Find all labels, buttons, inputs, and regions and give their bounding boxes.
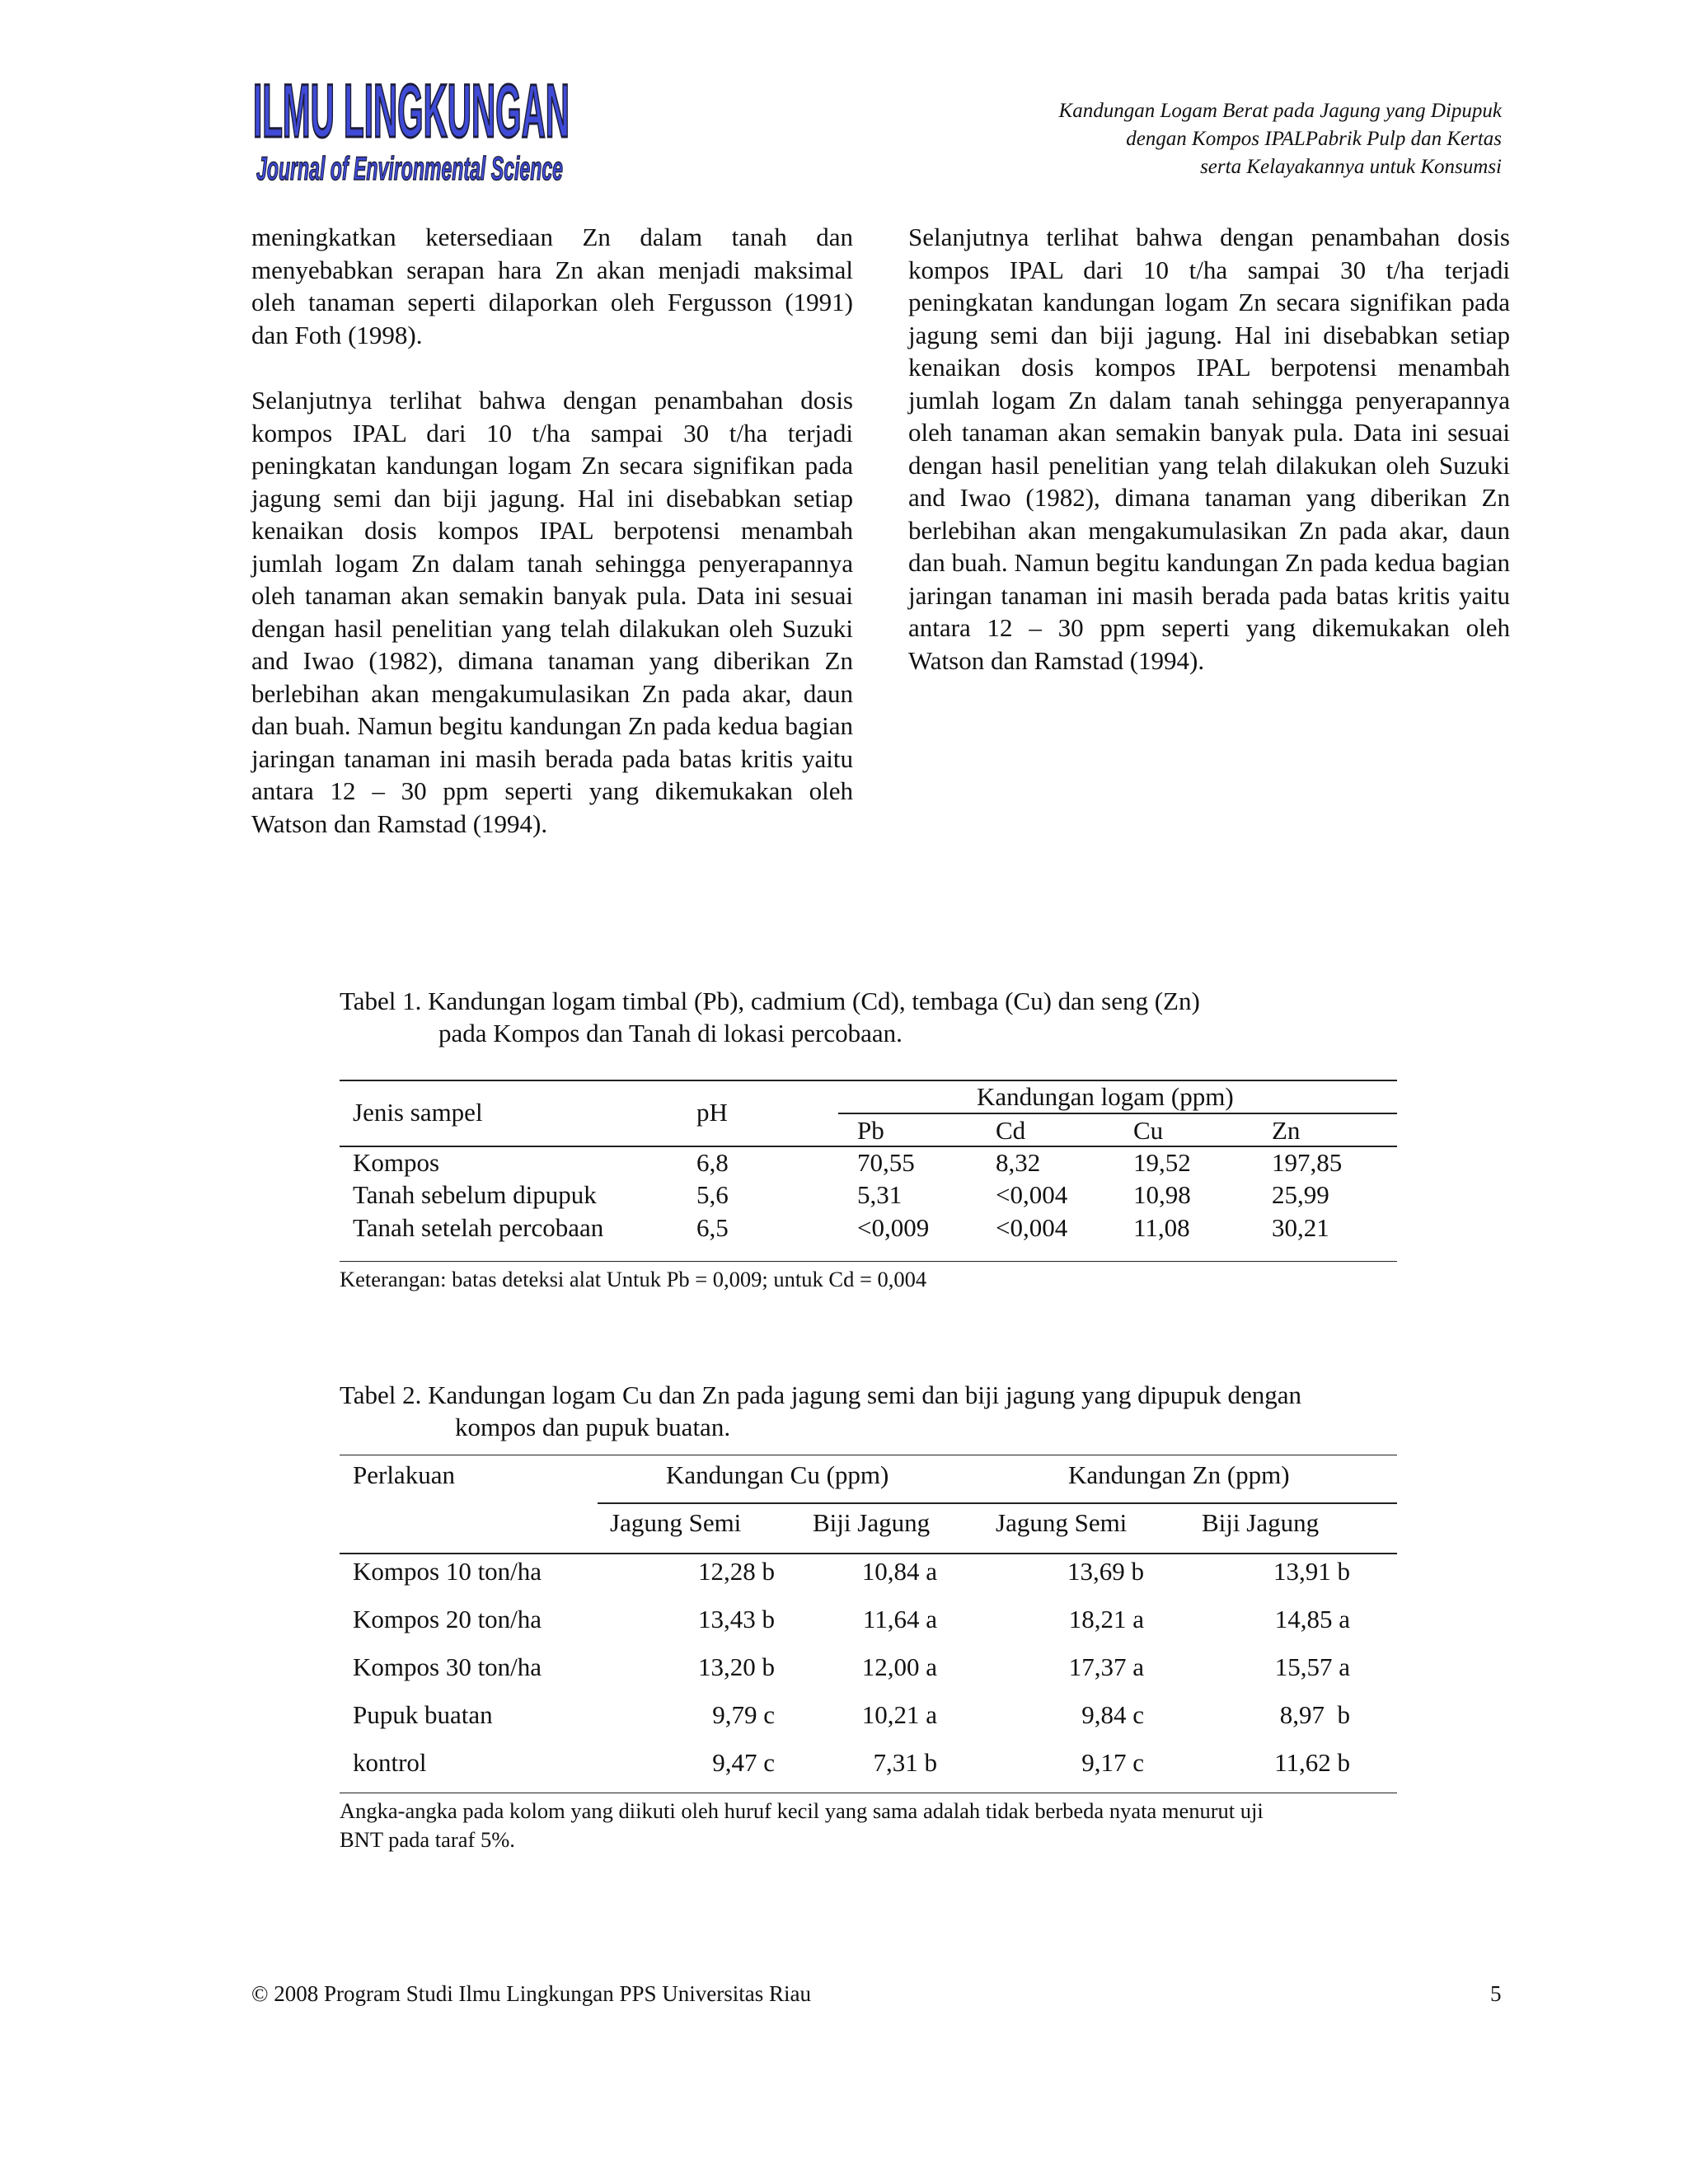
logo-main-text: ILMU LINGKUNGAN xyxy=(253,69,570,153)
table2-header-rule xyxy=(340,1553,1397,1554)
table2-note-line1: Angka-angka pada kolom yang diikuti oleh huruf kecil yang sama adalah tidak berbeda nyata menurut uji xyxy=(340,1798,1264,1823)
table2-cell-cu-semi: 12,28 b xyxy=(698,1557,775,1586)
table2-header-zn: Kandungan Zn (ppm) xyxy=(1068,1460,1290,1489)
table2-cell-zn-biji: 11,62 b xyxy=(1274,1748,1350,1777)
table2-cell-cu-semi: 13,43 b xyxy=(698,1605,775,1633)
table1-cell-zn: 197,85 xyxy=(1272,1148,1343,1177)
page-number: 5 xyxy=(1490,1981,1502,2006)
table1-note: Keterangan: batas deteksi alat Untuk Pb = 0,009; untuk Cd = 0,004 xyxy=(340,1267,927,1291)
table2-header-cu: Kandungan Cu (ppm) xyxy=(666,1460,889,1489)
table2-caption xyxy=(340,1379,1301,1443)
table2-cell-treatment: Kompos 20 ton/ha xyxy=(353,1605,542,1633)
table2-cell-cu-biji: 11,64 a xyxy=(862,1605,937,1633)
table1-cell-cd: <0,004 xyxy=(996,1180,1068,1209)
table2-note xyxy=(340,1797,1423,1854)
table1-cell-sample: Tanah sebelum dipupuk xyxy=(353,1180,597,1209)
table2-cell-zn-semi: 18,21 a xyxy=(1068,1605,1144,1633)
table2-cell-treatment: kontrol xyxy=(353,1748,427,1777)
table1-cell-cd: 8,32 xyxy=(996,1148,1041,1177)
table1-cell-sample: Kompos xyxy=(353,1148,440,1177)
running-title-line: dengan Kompos IPALPabrik Pulp dan Kertas xyxy=(1126,128,1502,150)
body-column-left xyxy=(251,221,853,873)
table1-cell-pb: <0,009 xyxy=(857,1213,930,1242)
table1-header-metal: Cd xyxy=(996,1116,1026,1145)
table1-header-rule xyxy=(340,1146,1397,1147)
table1-cell-cu: 11,08 xyxy=(1133,1213,1190,1242)
table1-caption xyxy=(340,985,1200,1049)
table1-header-metal: Pb xyxy=(857,1116,884,1145)
table2-cell-cu-semi: 13,20 b xyxy=(698,1652,775,1681)
table2-cell-cu-biji: 12,00 a xyxy=(861,1652,937,1681)
table1-cell-ph: 6,8 xyxy=(696,1148,729,1177)
table1-group-rule xyxy=(838,1113,1397,1114)
table2-subheader: Jagung Semi xyxy=(610,1508,742,1537)
table1-caption-line2: pada Kompos dan Tanah di lokasi percobaan. xyxy=(438,1019,903,1047)
table2-cell-zn-biji: 13,91 b xyxy=(1273,1557,1350,1586)
journal-logo xyxy=(251,54,573,193)
journal-logo-image xyxy=(251,54,573,193)
table1-cell-zn: 25,99 xyxy=(1272,1180,1329,1209)
body-column-right xyxy=(908,221,1510,710)
table2-cell-zn-semi: 9,17 c xyxy=(1081,1748,1144,1777)
table2-cell-zn-biji: 8,97 b xyxy=(1279,1700,1350,1729)
table1-cell-zn: 30,21 xyxy=(1272,1213,1329,1242)
table2-cell-cu-biji: 10,84 a xyxy=(861,1557,937,1586)
table1-header-metal: Cu xyxy=(1133,1116,1164,1145)
logo-sub-text: Journal of Environmental Science xyxy=(256,151,563,187)
table2-cell-zn-semi: 17,37 a xyxy=(1068,1652,1144,1681)
table1-cell-cu: 10,98 xyxy=(1133,1180,1191,1209)
table2-cell-cu-semi: 9,47 c xyxy=(712,1748,775,1777)
table1-cell-pb: 70,55 xyxy=(857,1148,915,1177)
table2-note-line2: BNT pada taraf 5%. xyxy=(340,1827,515,1852)
table1-header-sample: Jenis sampel xyxy=(353,1098,483,1127)
table1-header-group: Kandungan logam (ppm) xyxy=(977,1082,1234,1111)
table2-cell-zn-semi: 13,69 b xyxy=(1067,1557,1144,1586)
running-title xyxy=(1059,97,1502,181)
table2-header-treatment: Perlakuan xyxy=(353,1460,455,1489)
table2-cell-cu-biji: 10,21 a xyxy=(861,1700,937,1729)
table2-caption-line1: Tabel 2. Kandungan logam Cu dan Zn pada jagung semi dan biji jagung yang dipupuk dengan xyxy=(340,1380,1301,1409)
running-title-line: serta Kelayakannya untuk Konsumsi xyxy=(1200,156,1502,178)
table2-cell-treatment: Kompos 10 ton/ha xyxy=(353,1557,542,1586)
table1-bottom-rule xyxy=(340,1261,1397,1262)
table2-caption-line2: kompos dan pupuk buatan. xyxy=(455,1413,731,1441)
table2-subheader: Jagung Semi xyxy=(996,1508,1128,1537)
table1-top-rule xyxy=(340,1080,1397,1081)
table1-cell-pb: 5,31 xyxy=(857,1180,903,1209)
table2-group-rule xyxy=(598,1502,1397,1504)
table1-cell-sample: Tanah setelah percobaan xyxy=(353,1213,604,1242)
table1-cell-ph: 6,5 xyxy=(696,1213,729,1242)
table1-caption-line1: Tabel 1. Kandungan logam timbal (Pb), cadmium (Cd), tembaga (Cu) dan seng (Zn) xyxy=(340,987,1200,1015)
table2-cell-treatment: Pupuk buatan xyxy=(353,1700,493,1729)
table1-header-ph: pH xyxy=(696,1098,728,1127)
table2-subheader: Biji Jagung xyxy=(813,1508,931,1537)
paragraph: Selanjutnya terlihat bahwa dengan penambahan dosis kompos IPAL dari 10 t/ha sampai 30 t/ha terjadi peningkatan kandungan logam Zn secara signifikan pada jagung semi dan biji jagung. Hal ini disebabkan setiap kenaikan dosis kompos IPAL berpotensi menambah jumlah logam Zn dalam tanah sehingga penyerapannya oleh tanaman akan semakin banyak pula. Data ini sesuai dengan hasil penelitian yang telah dilakukan oleh Suzuki and Iwao (1982), dimana tanaman yang diberikan Zn berlebihan akan mengakumulasikan Zn pada akar, daun dan buah. Namun begitu kandungan Zn pada kedua bagian jaringan tanaman ini masih berada pada batas kritis yaitu antara 12 – 30 ppm seperti yang dikemukakan oleh Watson dan Ramstad (1994). xyxy=(251,386,853,838)
footer-copyright: © 2008 Program Studi Ilmu Lingkungan PPS Universitas Riau xyxy=(251,1981,812,2006)
table2-cell-zn-semi: 9,84 c xyxy=(1081,1700,1144,1729)
paragraph: Selanjutnya terlihat bahwa dengan penambahan dosis kompos IPAL dari 10 t/ha sampai 30 t/ha terjadi peningkatan kandungan logam Zn secara signifikan pada jagung semi dan biji jagung. Hal ini disebabkan setiap kenaikan dosis kompos IPAL berpotensi menambah jumlah logam Zn dalam tanah sehingga penyerapannya oleh tanaman akan semakin banyak pula. Data ini sesuai dengan hasil penelitian yang telah dilakukan oleh Suzuki and Iwao (1982), dimana tanaman yang diberikan Zn berlebihan akan mengakumulasikan Zn pada akar, daun dan buah. Namun begitu kandungan Zn pada kedua bagian jaringan tanaman ini masih berada pada batas kritis yaitu antara 12 – 30 ppm seperti yang dikemukakan oleh Watson dan Ramstad (1994). xyxy=(908,223,1510,675)
table2-cell-cu-biji: 7,31 b xyxy=(873,1748,937,1777)
table1-cell-cd: <0,004 xyxy=(996,1213,1068,1242)
table1-header-metal: Zn xyxy=(1272,1116,1301,1145)
running-title-line: Kandungan Logam Berat pada Jagung yang Dipupuk xyxy=(1058,100,1502,122)
table1-cell-cu: 19,52 xyxy=(1133,1148,1191,1177)
table1-cell-ph: 5,6 xyxy=(696,1180,729,1209)
paragraph: meningkatkan ketersediaan Zn dalam tanah dan menyebabkan serapan hara Zn akan menjadi maksimal oleh tanaman seperti dilaporkan oleh Fergusson (1991) dan Foth (1998). xyxy=(251,223,853,349)
table2-cell-zn-biji: 14,85 a xyxy=(1274,1605,1350,1633)
table2-subheader: Biji Jagung xyxy=(1202,1508,1320,1537)
table2-cell-cu-semi: 9,79 c xyxy=(712,1700,775,1729)
table2-cell-zn-biji: 15,57 a xyxy=(1274,1652,1350,1681)
table2-cell-treatment: Kompos 30 ton/ha xyxy=(353,1652,542,1681)
